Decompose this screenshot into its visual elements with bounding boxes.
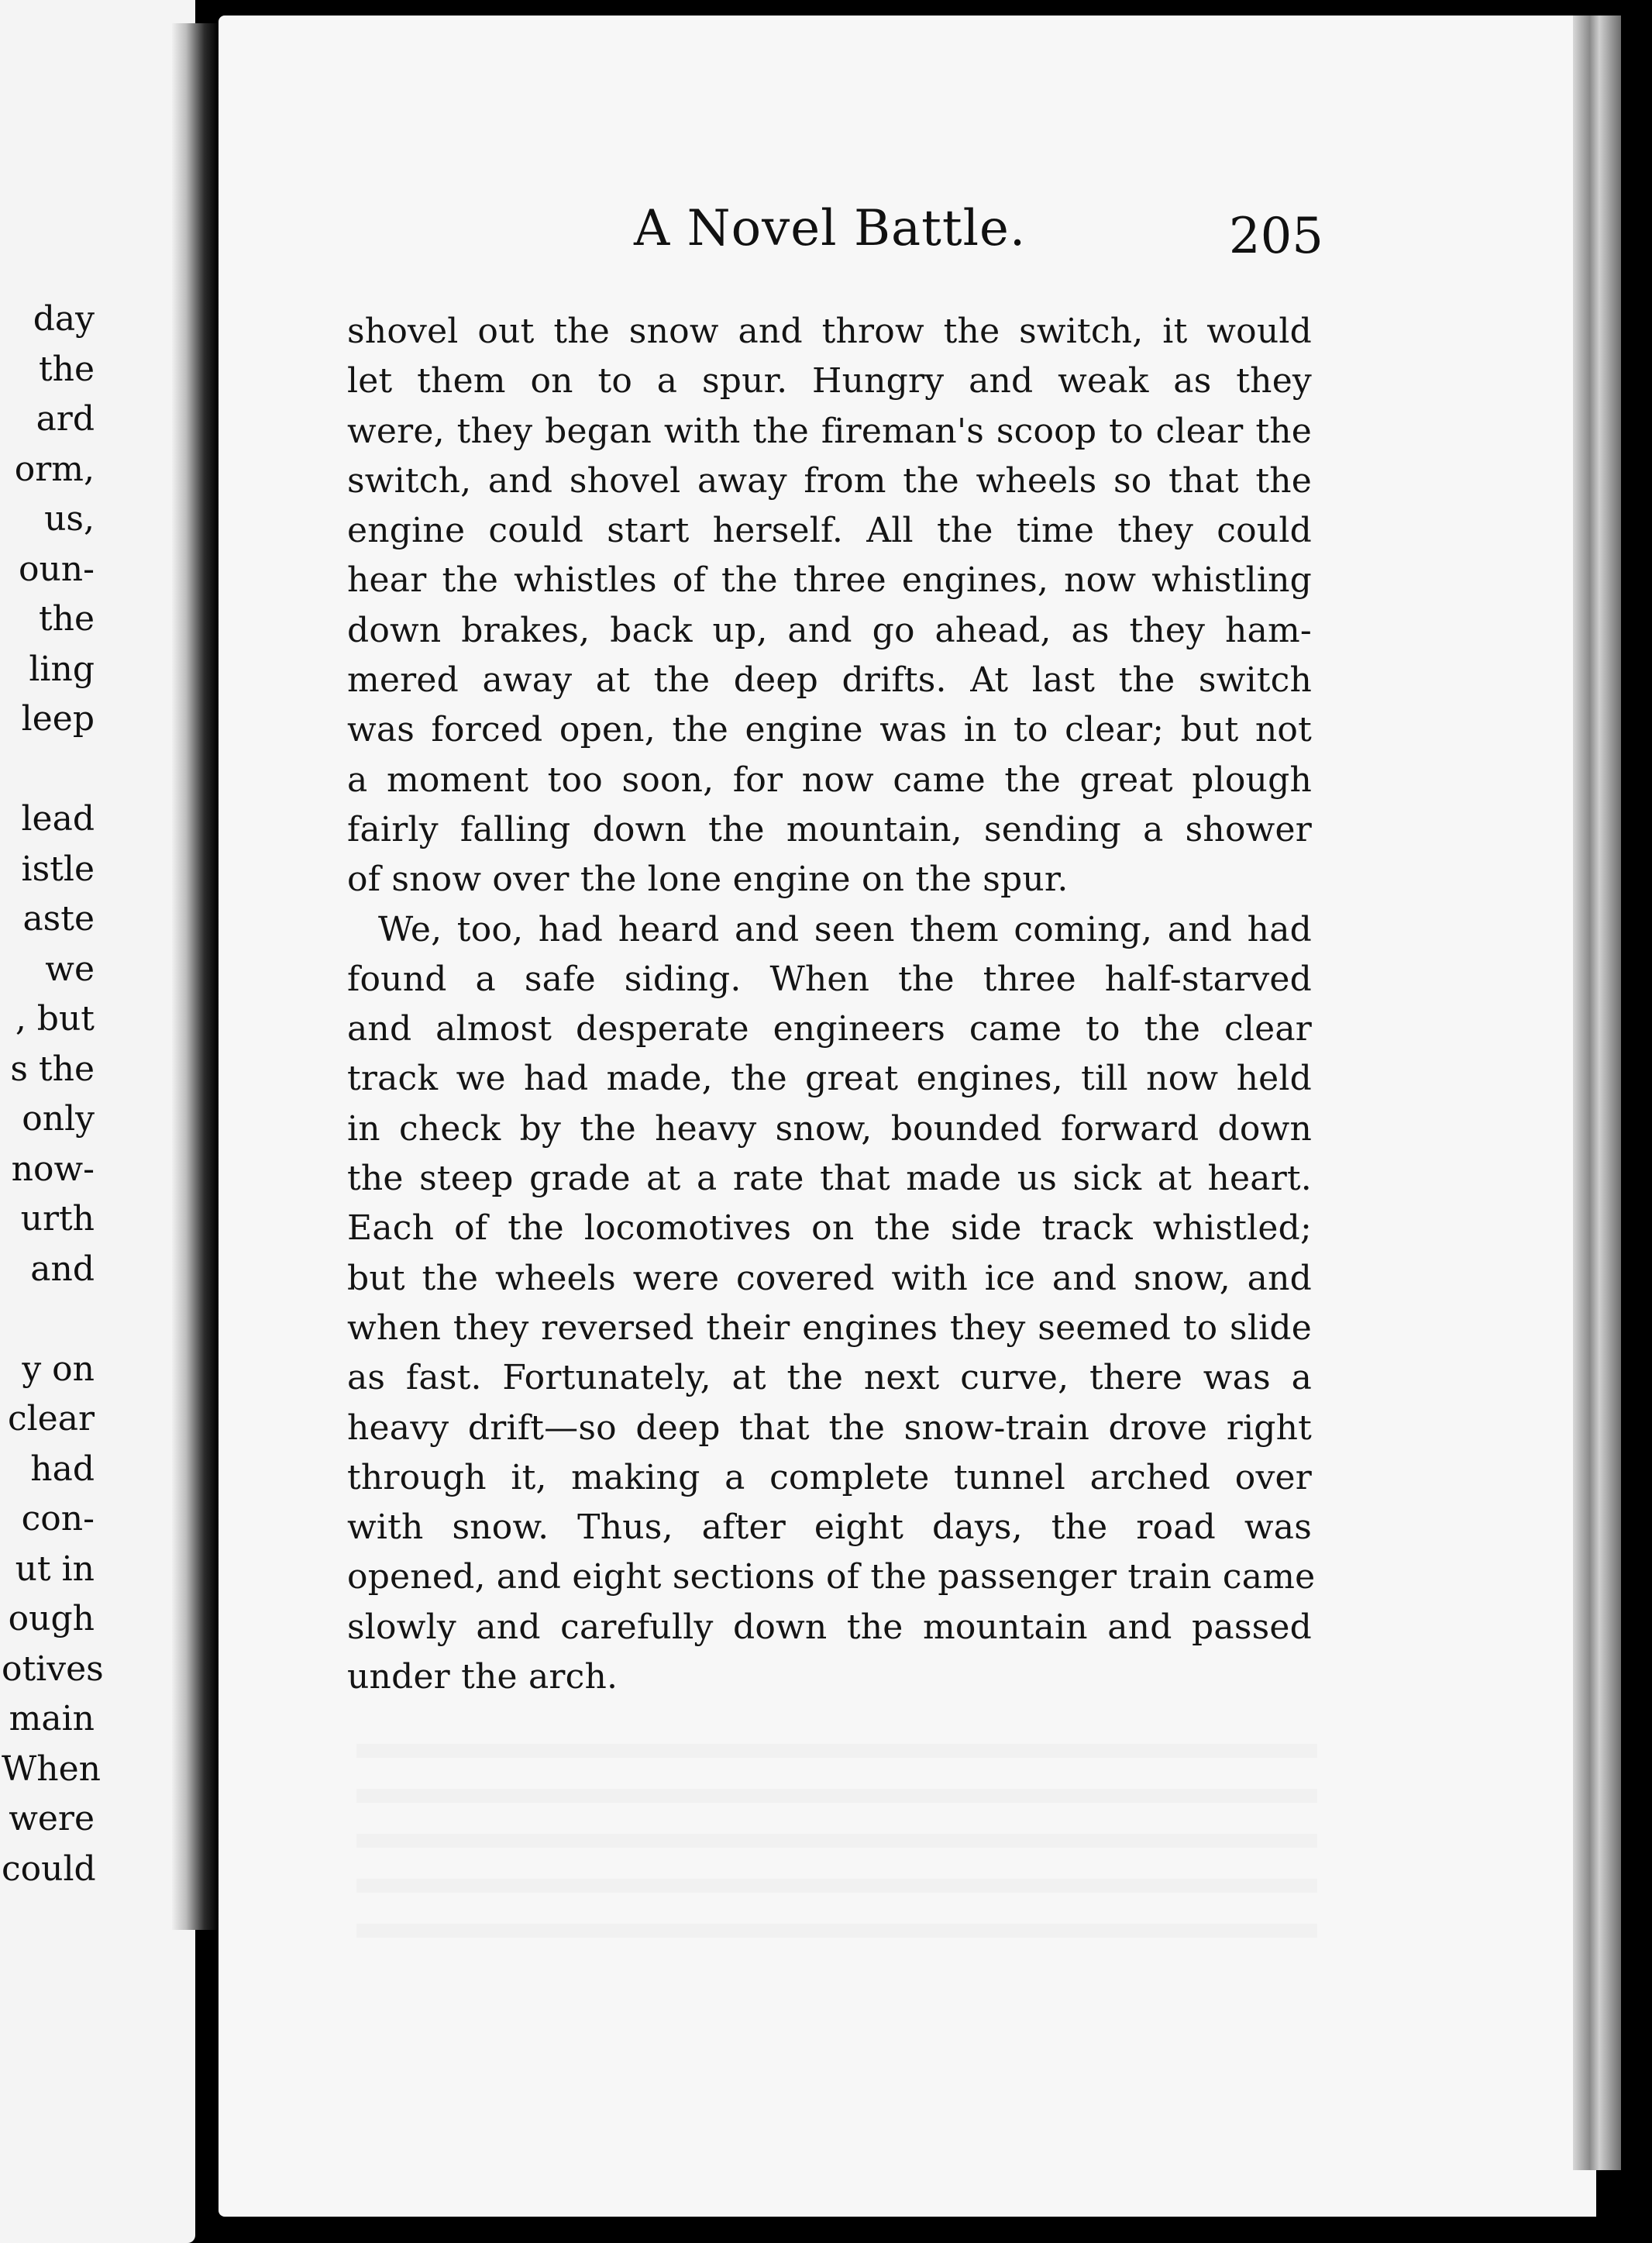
left-line: now- bbox=[11, 1149, 95, 1189]
left-line: day bbox=[33, 299, 95, 339]
left-line: clear bbox=[7, 1399, 95, 1438]
text-line: let them on to a spur. Hungry and weak as they bbox=[347, 361, 1312, 401]
text-line: and almost desperate engineers came to the clear bbox=[347, 1009, 1312, 1049]
text-line: in check by the heavy snow, bounded forward down bbox=[347, 1108, 1312, 1149]
left-line: could bbox=[2, 1848, 96, 1889]
text-line: track we had made, the great engines, till now held bbox=[347, 1059, 1312, 1099]
left-line: leep bbox=[21, 699, 95, 739]
left-line: y on bbox=[22, 1349, 95, 1389]
text-line: with snow. Thus, after eight days, the road was bbox=[347, 1507, 1312, 1548]
text-line: slowly and carefully down the mountain and passed bbox=[347, 1607, 1312, 1647]
page-edge-shadow bbox=[1573, 16, 1621, 2170]
left-line: we bbox=[45, 949, 95, 989]
left-line: otives bbox=[2, 1649, 104, 1689]
text-line: Each of the locomotives on the side track whistled; bbox=[347, 1208, 1312, 1249]
left-line bbox=[2, 1294, 95, 1345]
left-line: urth bbox=[20, 1199, 95, 1239]
text-line: of snow over the lone engine on the spur. bbox=[347, 860, 1069, 900]
text-line: found a safe siding. When the three half-starved bbox=[347, 959, 1312, 999]
text-line: We, too, had heard and seen them coming, and had bbox=[378, 909, 1312, 949]
left-line: oun- bbox=[18, 549, 95, 589]
text-line: engine could start herself. All the time they could bbox=[347, 511, 1312, 551]
body-text bbox=[347, 307, 1316, 1702]
show-through-text bbox=[356, 1713, 1317, 1945]
left-line: lead bbox=[21, 799, 95, 839]
text-line: heavy drift—so deep that the snow-train drove right bbox=[347, 1407, 1312, 1448]
left-page-text bbox=[2, 295, 104, 1894]
text-line: when they reversed their engines they seemed to slide bbox=[347, 1308, 1312, 1348]
left-line: orm, bbox=[14, 449, 95, 489]
left-line: ough bbox=[8, 1599, 95, 1638]
left-line: con- bbox=[21, 1499, 95, 1538]
text-line: shovel out the snow and throw the switch, it would bbox=[347, 312, 1312, 351]
left-line: ard bbox=[36, 399, 95, 439]
left-line: had bbox=[30, 1449, 95, 1489]
running-title: A Novel Battle. bbox=[634, 200, 1027, 257]
text-line: opened, and eight sections of the passenger train came bbox=[347, 1557, 1316, 1597]
left-line: ling bbox=[29, 649, 95, 689]
left-line: aste bbox=[22, 899, 95, 939]
left-line: , but bbox=[15, 999, 95, 1039]
left-line: When bbox=[2, 1749, 101, 1789]
left-page bbox=[0, 0, 195, 2243]
text-line: switch, and shovel away from the wheels so that the bbox=[347, 460, 1312, 501]
text-line: fairly falling down the mountain, sending a shower bbox=[347, 809, 1312, 849]
text-line: the steep grade at a rate that made us sick at heart. bbox=[347, 1159, 1312, 1199]
left-line bbox=[2, 745, 95, 795]
left-line: us, bbox=[44, 499, 95, 539]
text-line: down brakes, back up, and go ahead, as they ham- bbox=[347, 610, 1312, 650]
left-line: and bbox=[30, 1249, 95, 1289]
left-line: istle bbox=[21, 849, 95, 889]
text-line: a moment too soon, for now came the great plough bbox=[347, 760, 1312, 800]
text-line: but the wheels were covered with ice and snow, and bbox=[347, 1258, 1312, 1298]
left-line: s the bbox=[10, 1049, 95, 1089]
text-line: as fast. Fortunately, at the next curve, there was a bbox=[347, 1358, 1312, 1398]
left-line: the bbox=[38, 349, 95, 389]
left-line: ut in bbox=[15, 1549, 95, 1589]
left-line: main bbox=[9, 1699, 95, 1738]
book-gutter bbox=[172, 23, 219, 1930]
text-line: under the arch. bbox=[347, 1657, 618, 1697]
text-line: hear the whistles of the three engines, now whistling bbox=[347, 560, 1312, 601]
text-line: was forced open, the engine was in to clear; but not bbox=[347, 710, 1312, 750]
text-line: were, they began with the fireman's scoop to clear the bbox=[347, 411, 1312, 451]
left-line: the bbox=[38, 599, 95, 639]
text-line: through it, making a complete tunnel arched over bbox=[347, 1457, 1312, 1497]
text-line: mered away at the deep drifts. At last the switch bbox=[347, 660, 1312, 701]
page-number: 205 bbox=[1228, 208, 1323, 265]
left-line: were bbox=[9, 1799, 95, 1838]
left-line: only bbox=[22, 1099, 95, 1139]
